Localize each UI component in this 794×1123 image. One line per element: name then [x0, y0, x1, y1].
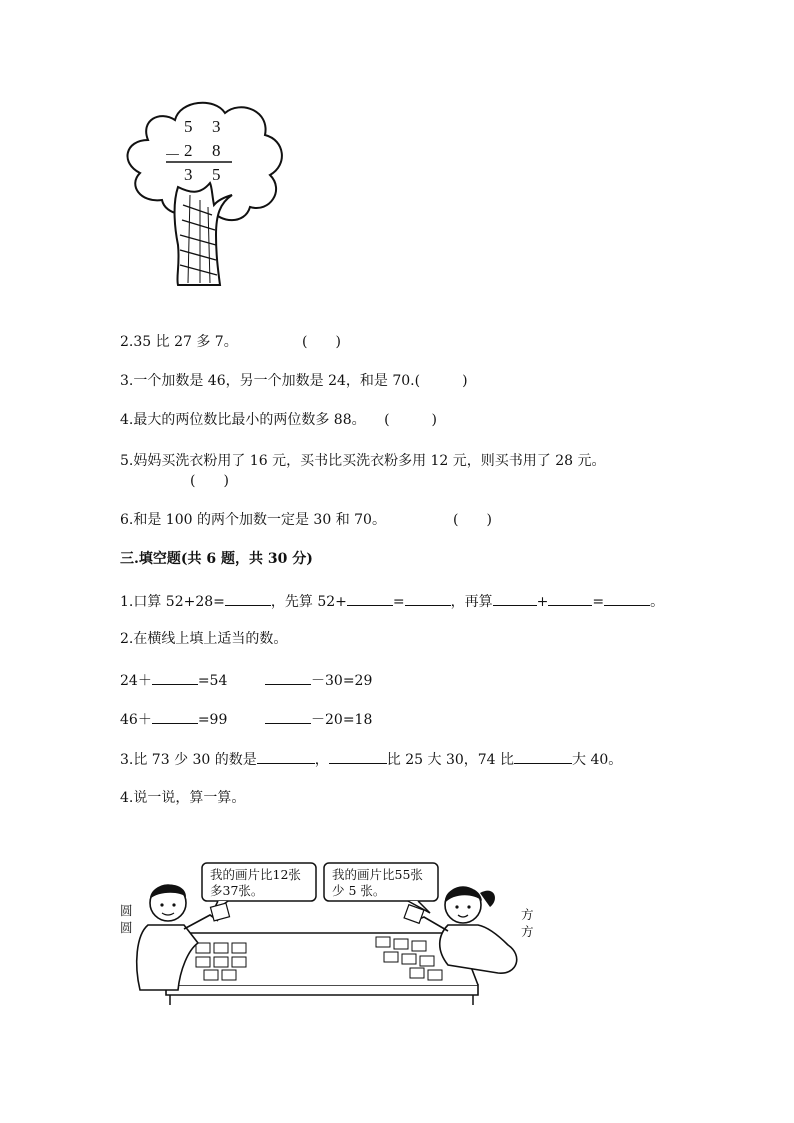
- bubble-left-line1: 我的画片比12张: [210, 867, 301, 882]
- fill-q1-blank-6[interactable]: [604, 591, 650, 606]
- kids-trading-cards-icon: [118, 855, 538, 1010]
- fill-q1-text-c: =: [392, 594, 405, 610]
- fill-q4-title: 4.说一说，算一算。: [120, 790, 246, 806]
- tree-row2-a: 2: [184, 141, 193, 160]
- judge-q2-text: 2.35 比 27 多 7。: [120, 334, 238, 350]
- tree-figure: [120, 95, 290, 290]
- fill-q2-r2-left-text-a: 46＋: [120, 712, 152, 728]
- fill-q2-r1-left-text-a: 24＋: [120, 673, 152, 689]
- judge-q5: [120, 452, 606, 470]
- fill-q2-r2-left-text-b: =99: [197, 712, 228, 728]
- fill-q2-r1-blank-left[interactable]: [152, 670, 198, 685]
- fill-q3-blank-3[interactable]: [514, 749, 572, 764]
- fill-q3-text-c: 比 25 大 30，74 比: [386, 752, 515, 768]
- judge-q5-paren[interactable]: ( ): [190, 473, 229, 489]
- tree-row2-b: 8: [212, 141, 221, 160]
- judge-q3-paren[interactable]: ( ): [414, 373, 468, 389]
- fill-q2-row2-left: [120, 709, 227, 729]
- fill-q1-text-a: 1.口算 52+28=: [120, 594, 225, 610]
- judge-q6-text: 6.和是 100 的两个加数一定是 30 和 70。: [120, 512, 386, 528]
- tree-row1-b: 3: [212, 117, 221, 136]
- bubble-right-line1: 我的画片比55张: [332, 867, 423, 882]
- fill-q3-text-d: 大 40。: [572, 752, 623, 768]
- name-fangfang-2: 方: [521, 924, 534, 939]
- name-yuanyuan-1: 圆: [120, 903, 133, 918]
- fill-q2-row1-left: [120, 670, 227, 690]
- fill-q2-title: 2.在横线上填上适当的数。: [120, 631, 288, 647]
- judge-q5-text: 5.妈妈买洗衣粉用了 16 元，买书比买洗衣粉多用 12 元，则买书用了 28 元。: [120, 453, 606, 469]
- fill-q3-text-a: 3.比 73 少 30 的数是: [120, 752, 257, 768]
- name-fangfang-1: 方: [521, 907, 534, 922]
- name-yuanyuan-2: 圆: [120, 920, 133, 935]
- fill-q2-row1-right: [265, 670, 372, 690]
- fill-q2-r1-blank-right[interactable]: [265, 670, 311, 685]
- fill-q2-r2-blank-right[interactable]: [265, 709, 311, 724]
- tree-row2-op: －: [164, 146, 181, 165]
- fill-q1-text-f: =: [592, 594, 605, 610]
- fill-q2-r1-right-text: －30=29: [311, 673, 373, 689]
- judge-q6-paren[interactable]: ( ): [453, 512, 492, 528]
- fill-q1-blank-2[interactable]: [347, 591, 393, 606]
- fill-q1-text-d: ，再算: [450, 594, 493, 610]
- judge-q2: [120, 333, 341, 351]
- fill-q2-r2-blank-left[interactable]: [152, 709, 198, 724]
- fill-q2-r1-left-text-b: =54: [197, 673, 228, 689]
- fill-q1-text-b: ，先算 52+: [270, 594, 347, 610]
- kids-illustration: [118, 855, 538, 1010]
- fill-q1-blank-5[interactable]: [548, 591, 592, 606]
- tree-row3-b: 5: [212, 165, 221, 184]
- tree-row3-a: 3: [184, 165, 193, 184]
- fill-q3-blank-2[interactable]: [329, 749, 387, 764]
- judge-q4-paren[interactable]: ( ): [384, 412, 438, 428]
- judge-q6: [120, 511, 492, 529]
- fill-q2-row2-right: [265, 709, 372, 729]
- tree-row1-a: 5: [184, 117, 193, 136]
- judge-q4-text: 4.最大的两位数比最小的两位数多 88。: [120, 412, 366, 428]
- judge-q4: [120, 411, 437, 429]
- fill-q2-r2-right-text: －20=18: [311, 712, 373, 728]
- bubble-left-line2: 多37张。: [210, 883, 264, 898]
- tree-icon: [120, 95, 290, 290]
- fill-q1-text-e: +: [536, 594, 549, 610]
- judge-q3: [120, 372, 468, 390]
- fill-q1-blank-3[interactable]: [405, 591, 451, 606]
- fill-q3: [120, 749, 622, 769]
- bubble-right-line2: 少 5 张。: [332, 883, 386, 898]
- fill-q1-blank-1[interactable]: [225, 591, 271, 606]
- fill-q1-text-g: 。: [650, 594, 665, 610]
- fill-q1: [120, 591, 664, 611]
- fill-q3-blank-1[interactable]: [257, 749, 315, 764]
- fill-q3-text-b: ，: [314, 752, 329, 768]
- fill-q1-blank-4[interactable]: [493, 591, 537, 606]
- judge-q3-text: 3.一个加数是 46，另一个加数是 24，和是 70.: [120, 373, 415, 389]
- judge-q2-paren[interactable]: ( ): [302, 334, 341, 350]
- section3-title: 三.填空题(共 6 题，共 30 分): [120, 551, 313, 567]
